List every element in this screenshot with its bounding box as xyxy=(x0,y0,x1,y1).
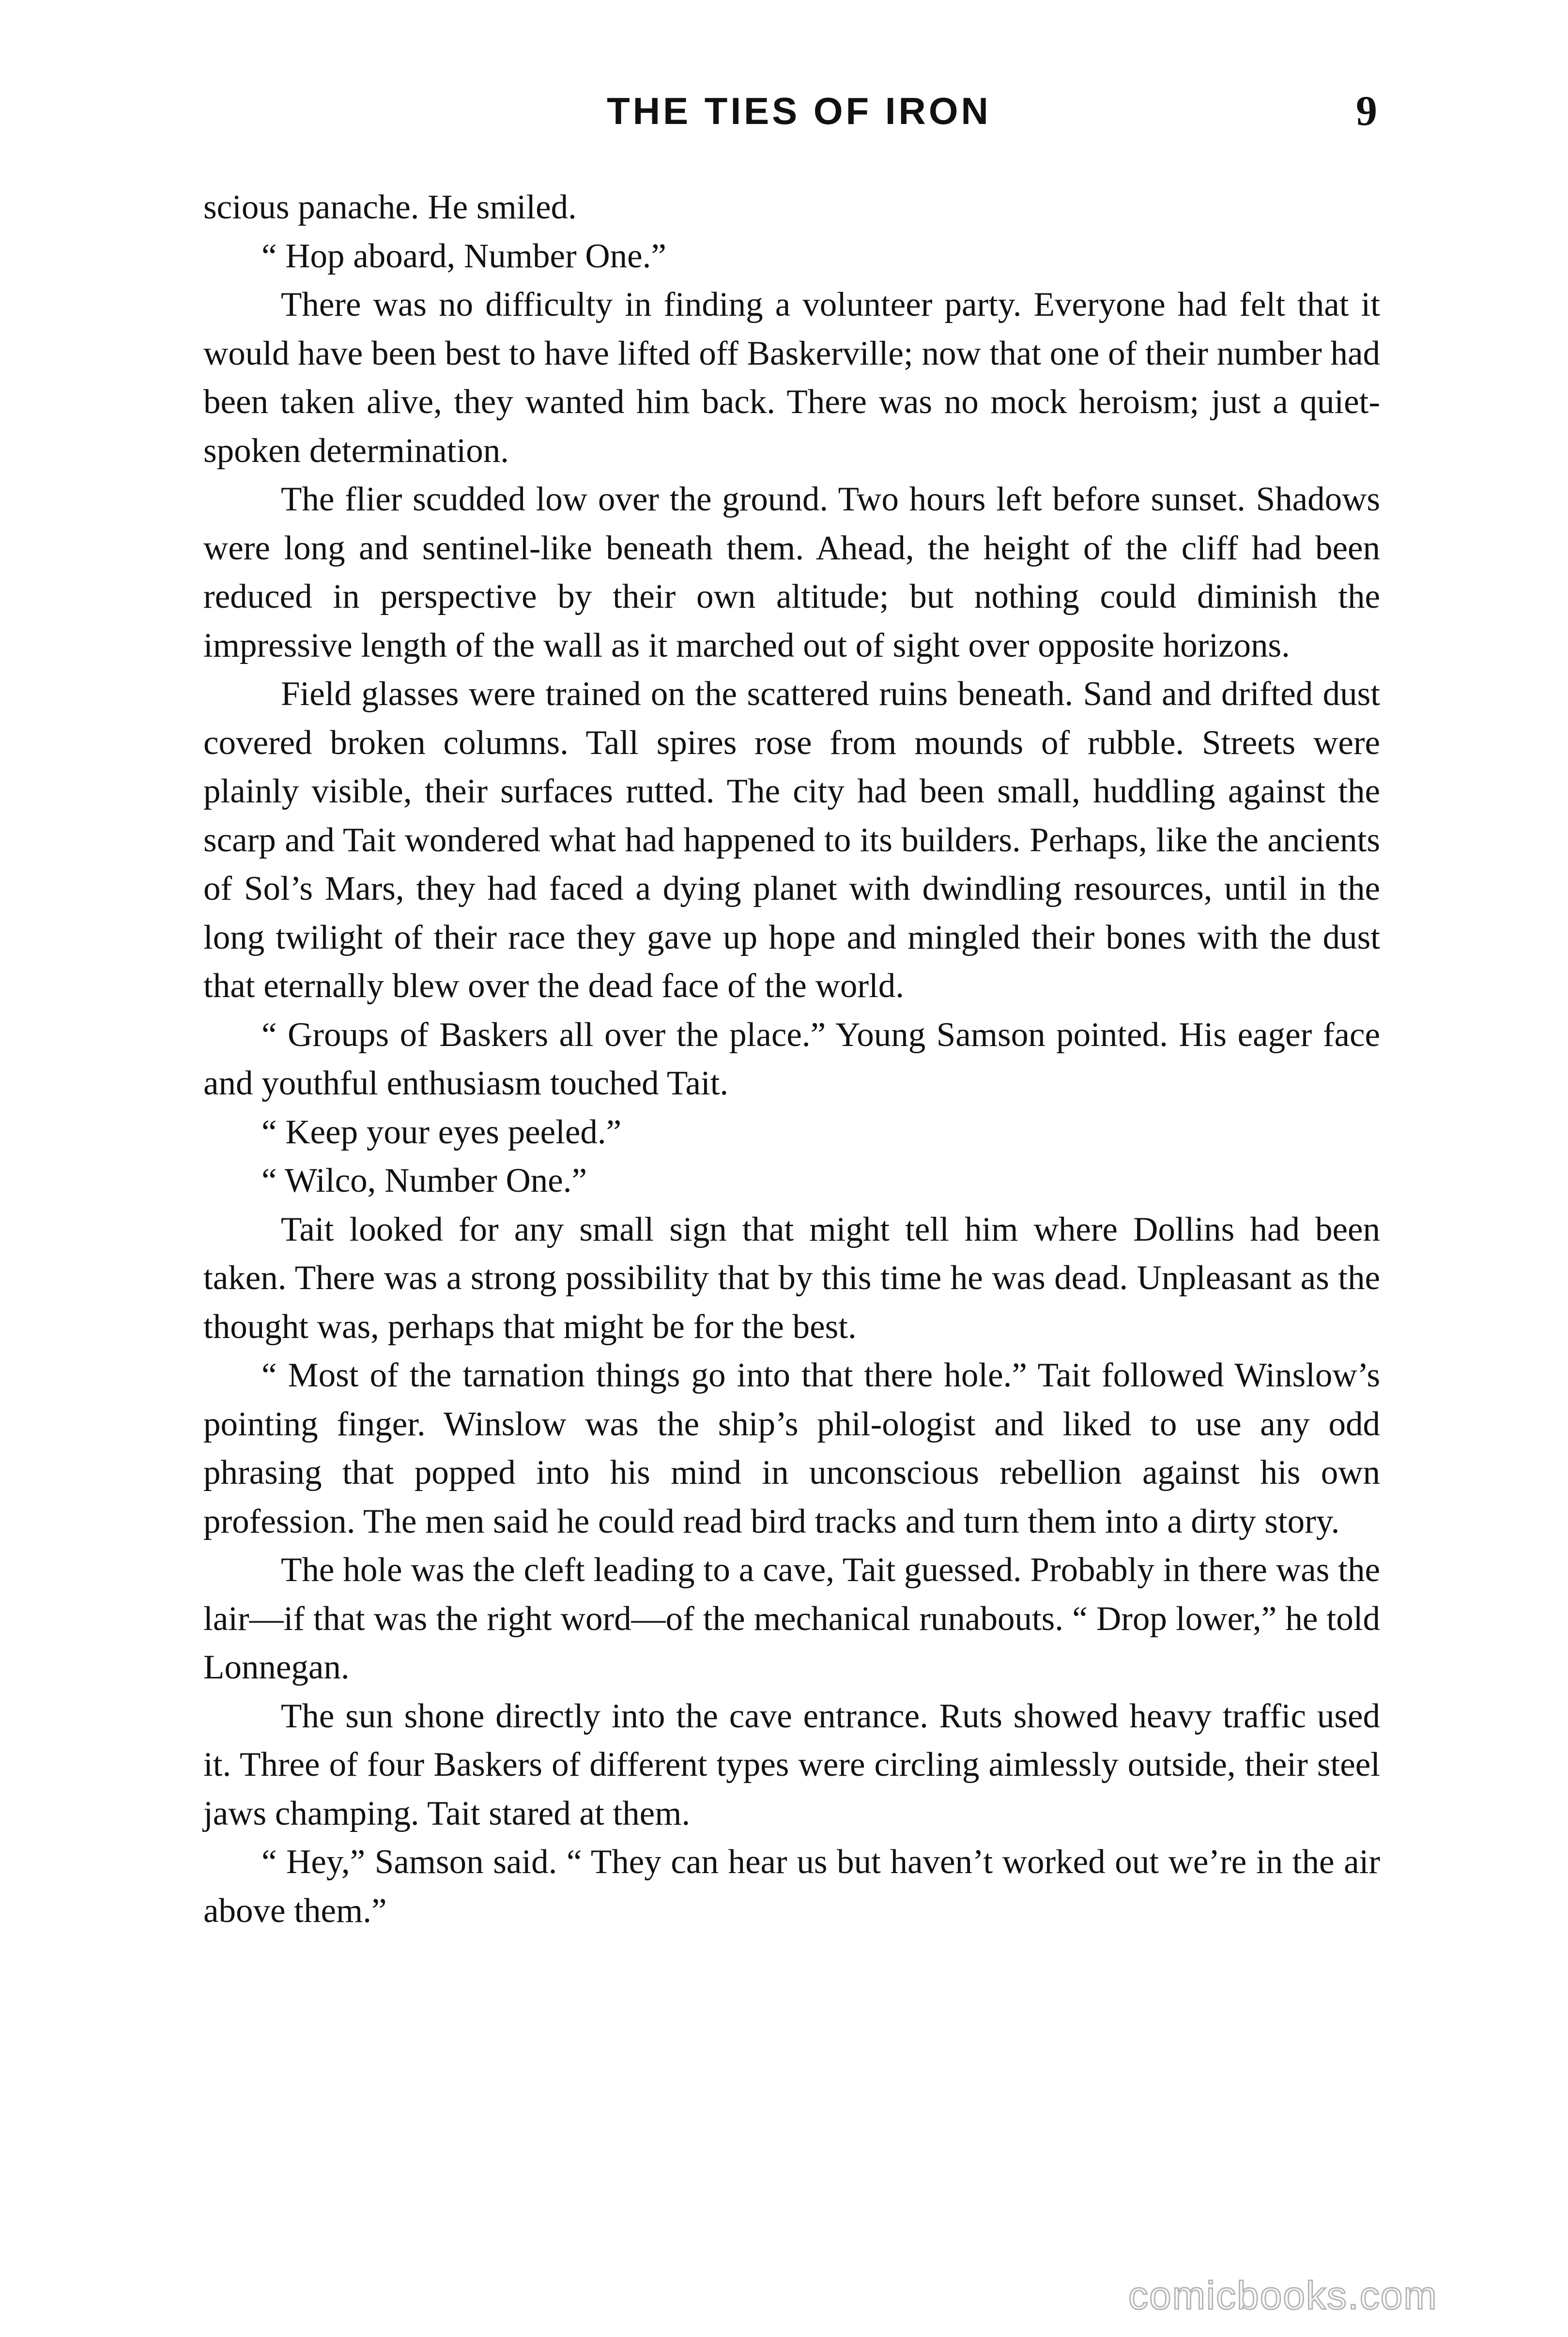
page-number: 9 xyxy=(1356,88,1377,135)
paragraph: “ Hey,” Samson said. “ They can hear us but haven’t worked out we’re in the air above them.” xyxy=(203,1843,1380,1930)
paragraph: “ Groups of Baskers all over the place.” Young Samson pointed. His eager face and youthful enthusiasm touched Tait. xyxy=(203,1015,1380,1102)
paragraph: Field glasses were trained on the scattered ruins beneath. Sand and drifted dust covered broken columns. Tall spires rose from mounds of rubble. Streets were plainly visible, their surfaces rutted. The city had been small, huddling against the scarp and Tait wondered what had happened to its builders. Perhaps, like the ancients of Sol’s Mars, they had faced a dying planet with dwindling resources, until in the long twilight of their race they gave up hope and mingled their bones with the dust that eternally blew over the dead face of the world. xyxy=(203,675,1380,1005)
paragraph: “ Most of the tarnation things go into that there hole.” Tait followed Winslow’s pointing finger. Winslow was the ship’s phil-ologist and liked to use any odd phrasing that popped into his mind in unconscious rebellion against his own profession. The men said he could read bird tracks and turn them into a dirty story. xyxy=(203,1356,1380,1540)
paragraph: “ Hop aboard, Number One.” xyxy=(261,237,666,275)
paragraph: There was no difficulty in finding a volunteer party. Everyone had felt that it would have been best to have lifted off Baskerville; now that one of their number had been taken alive, they wanted him back. There was no mock heroism; just a quiet-spoken determination. xyxy=(203,286,1380,470)
body-text xyxy=(203,183,1380,1935)
watermark-logo: comicbooks.com xyxy=(1128,2274,1438,2318)
paragraph: “ Keep your eyes peeled.” xyxy=(261,1113,622,1151)
running-title: THE TIES OF IRON xyxy=(607,90,991,132)
paragraph: The sun shone directly into the cave entrance. Ruts showed heavy traffic used it. Three of four Baskers of different types were circling aimlessly outside, their steel jaws champing. Tait stared at them. xyxy=(203,1697,1380,1832)
paragraph: The flier scudded low over the ground. Two hours left before sunset. Shadows were long and sentinel-like beneath them. Ahead, the height of the cliff had been reduced in perspective by their own altitude; but nothing could diminish the impressive length of the wall as it marched out of sight over opposite horizons. xyxy=(203,480,1380,664)
paragraph: “ Wilco, Number One.” xyxy=(261,1162,587,1199)
paragraph: Tait looked for any small sign that might tell him where Dollins had been taken. There was a strong possibility that by this time he was dead. Unpleasant as the thought was, perhaps that might be for the best. xyxy=(203,1210,1380,1346)
paragraph: scious panache. He smiled. xyxy=(203,188,577,226)
paragraph: The hole was the cleft leading to a cave, Tait guessed. Probably in there was the lair—if that was the right word—of the mechanical runabouts. “ Drop lower,” he told Lonnegan. xyxy=(203,1551,1380,1686)
